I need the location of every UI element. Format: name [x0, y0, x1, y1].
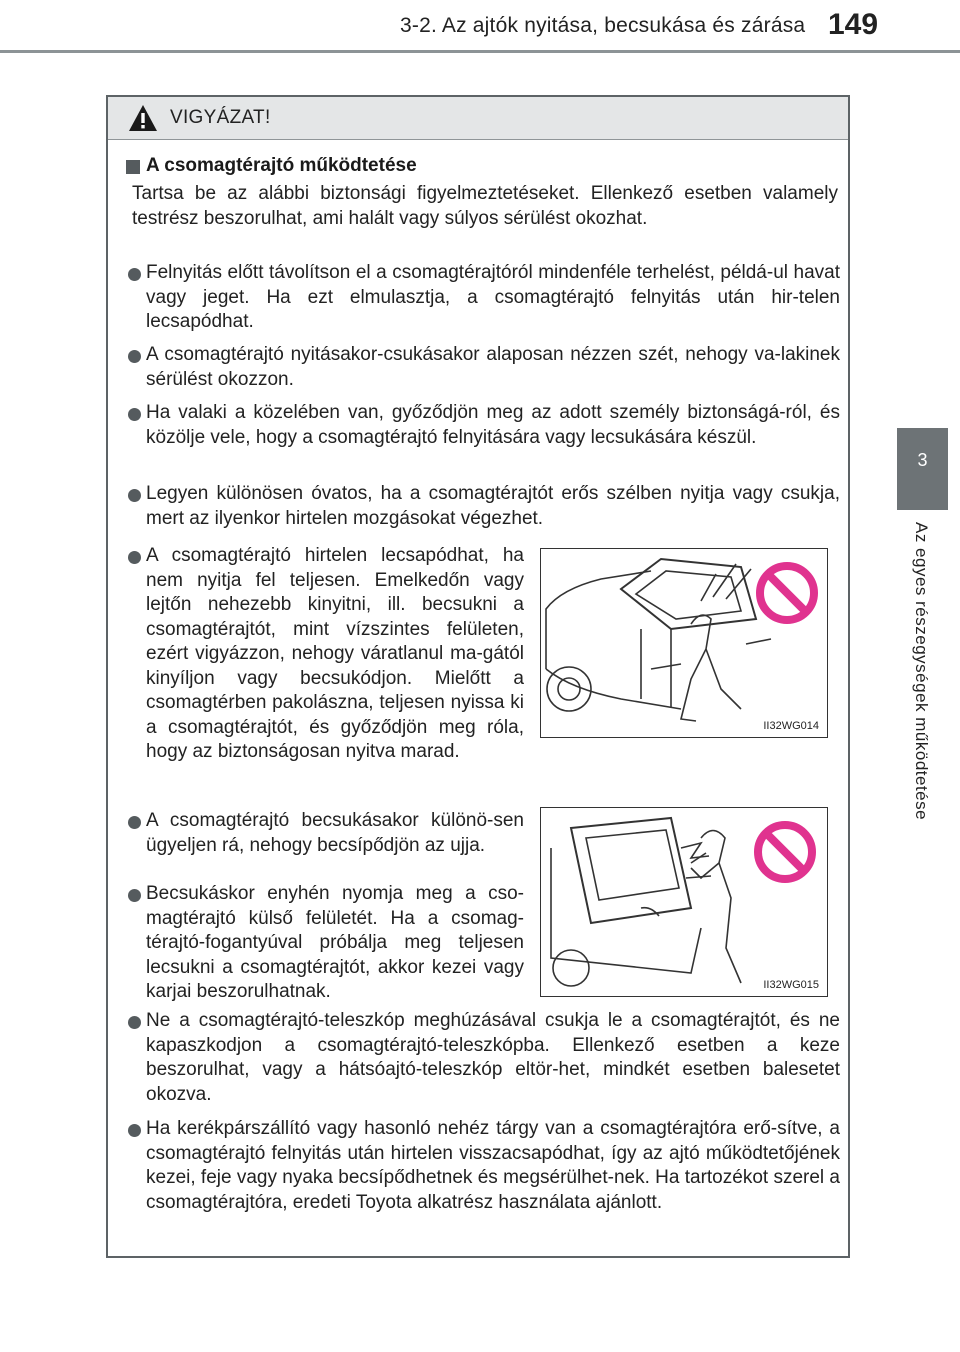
- image-code: II32WG014: [763, 720, 819, 732]
- bullet-icon: [128, 551, 141, 564]
- running-header: 3-2. Az ajtók nyitása, becsukása és zárása: [400, 14, 806, 37]
- chapter-number: 3: [917, 450, 928, 470]
- illustration-closing-tailgate: [540, 807, 828, 997]
- bullet-icon: [128, 408, 141, 421]
- bullet-text-2: A csomagtérajtó nyitásakor-csukásakor alaposan nézzen szét, nehogy va-lakinek sérülést okozzon.: [146, 344, 840, 390]
- bullet-text-1: Felnyitás előtt távolítson el a csomagtérajtóról mindenféle terhelést, példá-ul havat vagy jeget. Ha ezt elmulasztja, a csomagtérajtó felnyitás után hir-telen lecsapódhat.: [146, 262, 840, 332]
- image-code: II32WG015: [763, 979, 819, 991]
- chapter-tab: [897, 428, 948, 510]
- bullet-icon: [128, 489, 141, 502]
- warning-triangle-icon: [128, 104, 158, 132]
- bullet-icon: [128, 1016, 141, 1029]
- bullet-text-8: Ne a csomagtérajtó-teleszkóp meghúzásával csukja le a csomagtérajtót, és ne kapaszkodjon a csomagtérajtó-teleszkópba. Ellenkező esetben a keze beszorulhat, vagy a hátsóajtó-teleszkóp eltör-het, mindkét esetben balesetet okozva.: [146, 1010, 840, 1105]
- bullet-icon: [128, 268, 141, 281]
- prohibited-sign-icon: [753, 820, 817, 884]
- section-marker-icon: [126, 160, 140, 174]
- page-number: 149: [828, 8, 879, 41]
- bullet-icon: [128, 350, 141, 363]
- bullet-text-7: Becsukáskor enyhén nyomja meg a cso-magtérajtó külső felületét. Ha a csomag-térajtó-fogantyúval próbálja meg teljesen lecsukni a csomagtérajtót, akkor kezei vagy karjai beszorulhatnak.: [146, 883, 524, 1002]
- bullet-text-9: Ha kerékpárszállító vagy hasonló nehéz tárgy van a csomagtérajtóra erő-sítve, a csomagtérajtó felnyitás után hirtelen visszacsapódhat, így az ajtó működtetőjének kezei, feje vagy nyaka becsípődhetnek és megsérülhet-nek. Ha tartozékot szerel a csomagtérajtóra, eredeti Toyota alkatrész használata ajánlott.: [146, 1118, 840, 1213]
- bullet-icon: [128, 816, 141, 829]
- intro-paragraph: Tartsa be az alábbi biztonsági figyelmeztetéseket. Ellenkező esetben valamely testrész beszorulhat, ami halált vagy súlyos sérülést okozhat.: [132, 183, 838, 229]
- prohibited-sign-icon: [755, 561, 819, 625]
- caution-header: [108, 97, 848, 140]
- caution-title: VIGYÁZAT!: [170, 107, 271, 128]
- chapter-side-text: Az egyes részegységek működtetése: [912, 522, 931, 821]
- bullet-text-4: Legyen különösen óvatos, ha a csomagtérajtót erős szélben nyitja vagy csukja, mert az ilyenkor hirtelen mozgásokat végezhet.: [146, 483, 840, 529]
- illustration-open-tailgate: [540, 548, 828, 738]
- caution-box: [106, 95, 850, 1258]
- bullet-text-6: A csomagtérajtó becsukásakor különö-sen ügyeljen rá, nehogy becsípődjön az ujja.: [146, 810, 524, 856]
- chapter-side-label: [886, 522, 956, 862]
- bullet-text-5: A csomagtérajtó hirtelen lecsapódhat, ha nem nyitja fel teljesen. Emelkedőn vagy lejtőn nehezebb kinyitni, ill. becsukni a csomagtérajtót, mint vízszintes felületen, ezért vigyázzon, nehogy váratlanul ma-gától kinyíljon vagy becsukódjon. Mielőtt a csomagtérben pakolászna, teljesen nyissa ki a csomagtérajtót, és győződjön meg róla, hogy az biztonságosan nyitva marad.: [146, 545, 524, 762]
- header-rule: [0, 50, 960, 53]
- bullet-text-3: Ha valaki a közelében van, győződjön meg az adott személy biztonságá-ról, és közölje vele, hogy a csomagtérajtó felnyitására vagy lecsukására készül.: [146, 402, 840, 448]
- bullet-icon: [128, 1124, 141, 1137]
- section-title: A csomagtérajtó működtetése: [146, 155, 417, 176]
- bullet-icon: [128, 889, 141, 902]
